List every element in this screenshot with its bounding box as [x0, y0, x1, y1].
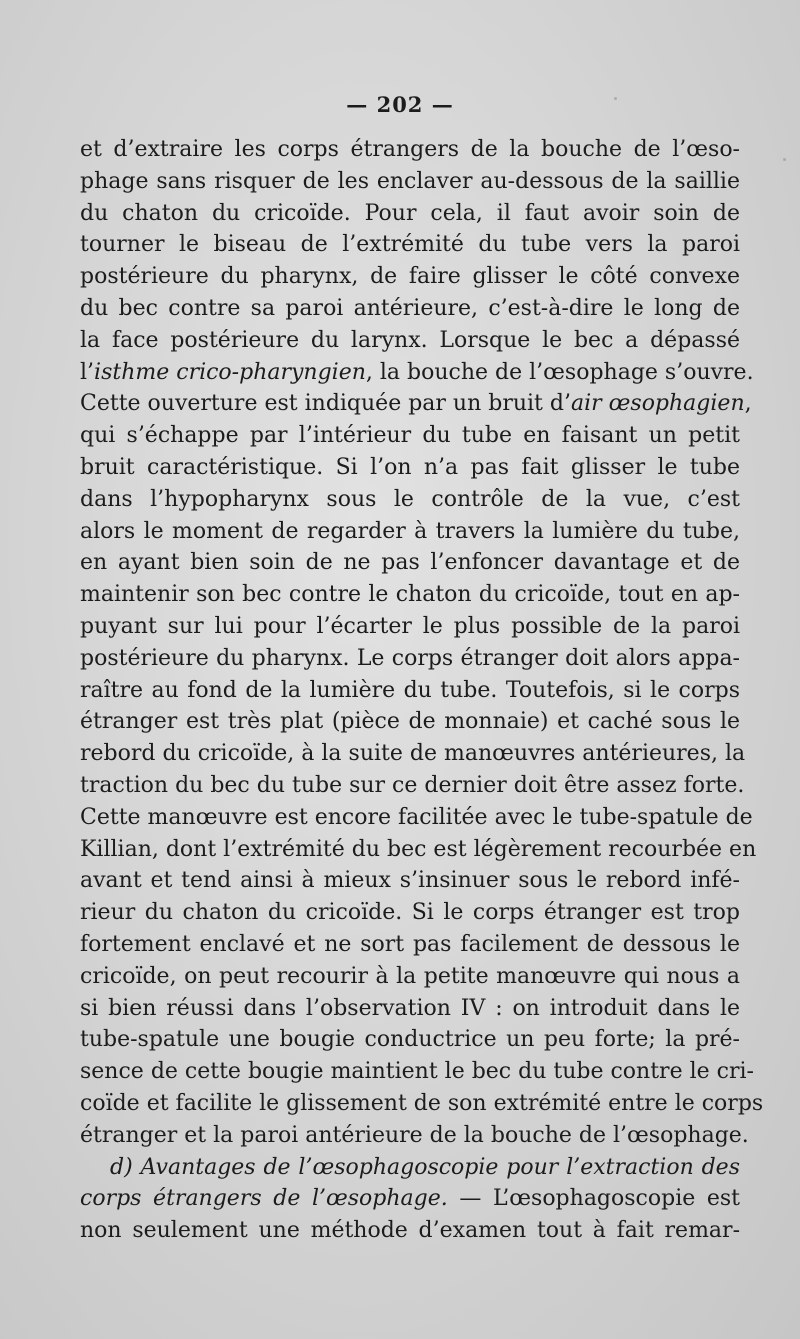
text-line [80, 738, 746, 770]
text-run: alors le moment de regarder à travers la lumière du tube, [80, 518, 740, 544]
text-line [80, 1183, 740, 1215]
text-line [80, 388, 752, 420]
text-line [80, 579, 740, 611]
text-run: fortement enclavé et ne sort pas facilement de dessous le [80, 931, 740, 957]
text-run: l’ [80, 359, 95, 385]
paper-speck [783, 158, 786, 161]
text-run: raître au fond de la lumière du tube. Toutefois, si le corps [80, 677, 740, 703]
text-line [80, 547, 740, 579]
text-run: , [744, 391, 752, 417]
text-line [80, 770, 745, 802]
paper-speck [614, 97, 617, 100]
text-line [80, 802, 753, 834]
text-line [80, 961, 740, 993]
italic-run: d) Avantages de l’œsophagoscopie pour l’extraction des [110, 1154, 740, 1180]
page-number: — 202 — [346, 92, 454, 117]
text-line [80, 897, 740, 929]
text-run: bruit caractéristique. Si l’on n’a pas fait glisser le tube [80, 454, 740, 480]
body-text [80, 134, 764, 1247]
text-line [80, 1120, 749, 1152]
text-run: coïde et facilite le glissement de son extrémité entre le corps [80, 1090, 764, 1116]
text-line [80, 452, 740, 484]
text-line [80, 166, 740, 198]
text-run: qui s’échappe par l’intérieur du tube en faisant un petit [80, 423, 740, 449]
text-run: en ayant bien soin de ne pas l’enfoncer davantage et de [80, 550, 740, 576]
text-run: et d’extraire les corps étrangers de la bouche de l’œso- [80, 137, 740, 162]
text-line [80, 611, 740, 643]
text-run: traction du bec du tube sur ce dernier doit être assez forte. [80, 772, 745, 798]
text-line [80, 1024, 740, 1056]
text-line [80, 516, 740, 548]
text-line [80, 420, 740, 452]
text-run: Killian, dont l’extrémité du bec est légèrement recourbée en [80, 836, 757, 862]
text-line [80, 929, 740, 961]
text-line [80, 229, 740, 261]
text-run: du bec contre sa paroi antérieure, c’est-à-dire le long de [80, 295, 740, 321]
text-run: rebord du cricoïde, à la suite de manœuvres antérieures, la [80, 741, 746, 767]
text-run: la face postérieure du larynx. Lorsque le bec a dépassé [80, 327, 740, 353]
text-run: cricoïde, on peut recourir à la petite manœuvre qui nous a [80, 963, 740, 989]
text-run: phage sans risquer de les enclaver au-dessous de la saillie [80, 168, 740, 194]
text-run: étranger est très plat (pièce de monnaie) et caché sous le [80, 709, 740, 735]
text-line [80, 1215, 740, 1247]
text-run: si bien réussi dans l’observation IV : on introduit dans le [80, 995, 740, 1021]
text-run: postérieure du pharynx, de faire glisser le côté convexe [80, 264, 740, 290]
text-line [80, 865, 740, 897]
text-line [80, 484, 740, 516]
italic-run: isthme crico-pharyngien [94, 359, 366, 385]
text-line [80, 675, 740, 707]
text-run: sence de cette bougie maintient le bec du tube contre le cri- [80, 1059, 754, 1085]
text-line [80, 198, 740, 230]
text-line [80, 643, 740, 675]
text-run: — L’œsophagoscopie est [447, 1186, 741, 1212]
text-run: , la bouche de l’œsophage s’ouvre. [365, 359, 754, 385]
text-run: tourner le biseau de l’extrémité du tube vers la paroi [80, 232, 740, 258]
text-run: tube-spatule une bougie conductrice un peu forte; la pré- [80, 1027, 740, 1053]
text-run: Cette ouverture est indiquée par un bruit d’ [80, 391, 571, 417]
italic-run: corps étrangers de l’œsophage. [80, 1186, 448, 1212]
text-run: puyant sur lui pour l’écarter le plus possible de la paroi [80, 613, 740, 639]
text-line [80, 261, 740, 293]
text-line [80, 1088, 764, 1120]
text-run: postérieure du pharynx. Le corps étranger doit alors appa- [80, 645, 740, 671]
text-line [80, 134, 740, 166]
text-line [80, 1152, 740, 1184]
text-line [80, 325, 740, 357]
text-run: maintenir son bec contre le chaton du cricoïde, tout en ap- [80, 582, 740, 608]
text-line [80, 706, 740, 738]
text-line [80, 993, 740, 1025]
text-line [80, 293, 740, 325]
text-run: rieur du chaton du cricoïde. Si le corps étranger est trop [80, 900, 740, 926]
text-run: non seulement une méthode d’examen tout à fait remar- [80, 1218, 740, 1244]
text-run: Cette manœuvre est encore facilitée avec le tube-spatule de [80, 804, 753, 830]
text-run: dans l’hypopharynx sous le contrôle de la vue, c’est [80, 486, 740, 512]
text-run: étranger et la paroi antérieure de la bouche de l’œsophage. [80, 1122, 749, 1148]
text-line [80, 834, 757, 866]
italic-run: air œsophagien [570, 391, 745, 417]
text-run: du chaton du cricoïde. Pour cela, il faut avoir soin de [80, 200, 740, 226]
text-line [80, 357, 754, 389]
text-run: avant et tend ainsi à mieux s’insinuer sous le rebord infé- [80, 868, 740, 894]
text-line [80, 1056, 754, 1088]
